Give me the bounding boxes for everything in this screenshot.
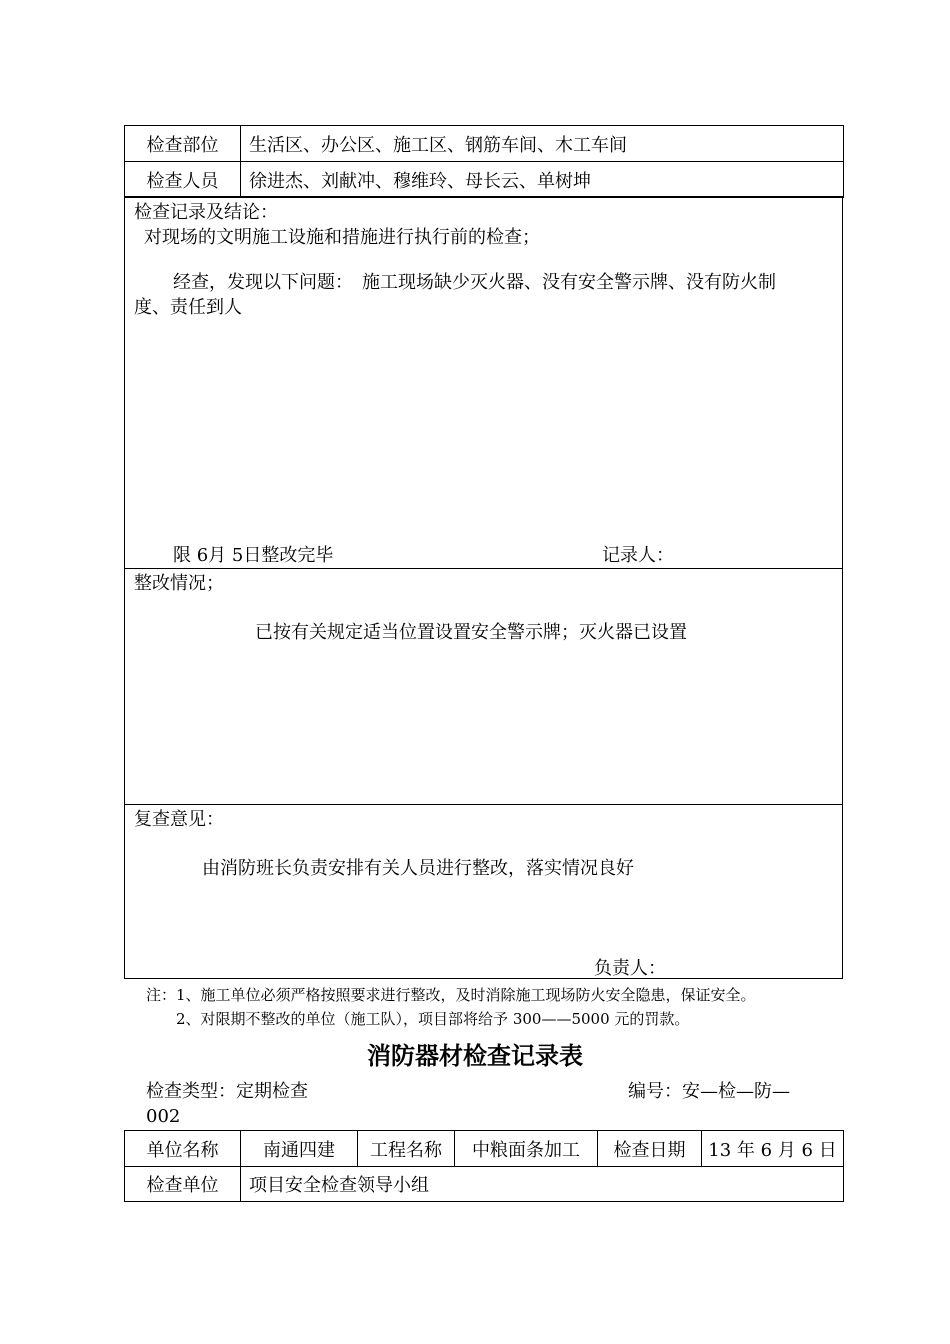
- inspecting-unit-label: 检查单位: [125, 1167, 241, 1202]
- equipment-info-table: [124, 1130, 844, 1202]
- recorder-label: 记录人：: [602, 545, 674, 566]
- record-heading: 检查记录及结论：: [134, 202, 278, 223]
- rectification-text: 已按有关规定适当位置设置安全警示牌；灭火器已设置: [255, 622, 687, 643]
- responsible-label: 负责人：: [594, 958, 666, 979]
- record-section: [124, 196, 843, 569]
- note-2: 2、对限期不整改的单位（施工队），项目部将给予 300——5000 元的罚款。: [176, 1010, 690, 1028]
- note-1: 注：1、施工单位必须严格按照要求进行整改，及时消除施工现场防火安全隐患，保证安全。: [146, 986, 756, 1004]
- check-type: 检查类型：定期检查: [146, 1081, 308, 1102]
- form-title: 消防器材检查记录表: [367, 1041, 583, 1070]
- form-number-continued: 002: [146, 1106, 181, 1127]
- inspection-info-table: [124, 125, 844, 198]
- inspection-area-label: 检查部位: [125, 126, 241, 162]
- record-line-2: 经查，发现以下问题： 施工现场缺少灭火器、没有安全警示牌、没有防火制: [173, 272, 776, 293]
- form-number-label: 编号：安—检—防—: [628, 1081, 790, 1102]
- rectification-heading: 整改情况；: [134, 573, 224, 594]
- unit-name-value: 南通四建: [241, 1131, 358, 1167]
- project-name-label: 工程名称: [358, 1131, 455, 1167]
- project-name-value: 中粮面条加工: [455, 1131, 598, 1167]
- record-line-3: 度、责任到人: [134, 297, 242, 318]
- unit-name-label: 单位名称: [125, 1131, 241, 1167]
- inspectors-value: 徐进杰、刘献冲、穆维玲、母长云、单树坤: [241, 162, 844, 198]
- record-line-1: 对现场的文明施工设施和措施进行执行前的检查；: [144, 227, 540, 248]
- inspecting-unit-value: 项目安全检查领导小组: [241, 1167, 844, 1202]
- inspectors-label: 检查人员: [125, 162, 241, 198]
- review-text: 由消防班长负责安排有关人员进行整改，落实情况良好: [202, 858, 634, 879]
- review-section: [124, 804, 843, 979]
- rectification-section: [124, 568, 843, 805]
- deadline-text: 限 6月 5日整改完毕: [173, 545, 334, 566]
- check-date-value: 13 年 6 月 6 日: [702, 1131, 844, 1167]
- check-date-label: 检查日期: [598, 1131, 702, 1167]
- inspection-area-value: 生活区、办公区、施工区、钢筋车间、木工车间: [241, 126, 844, 162]
- review-heading: 复查意见：: [134, 809, 224, 830]
